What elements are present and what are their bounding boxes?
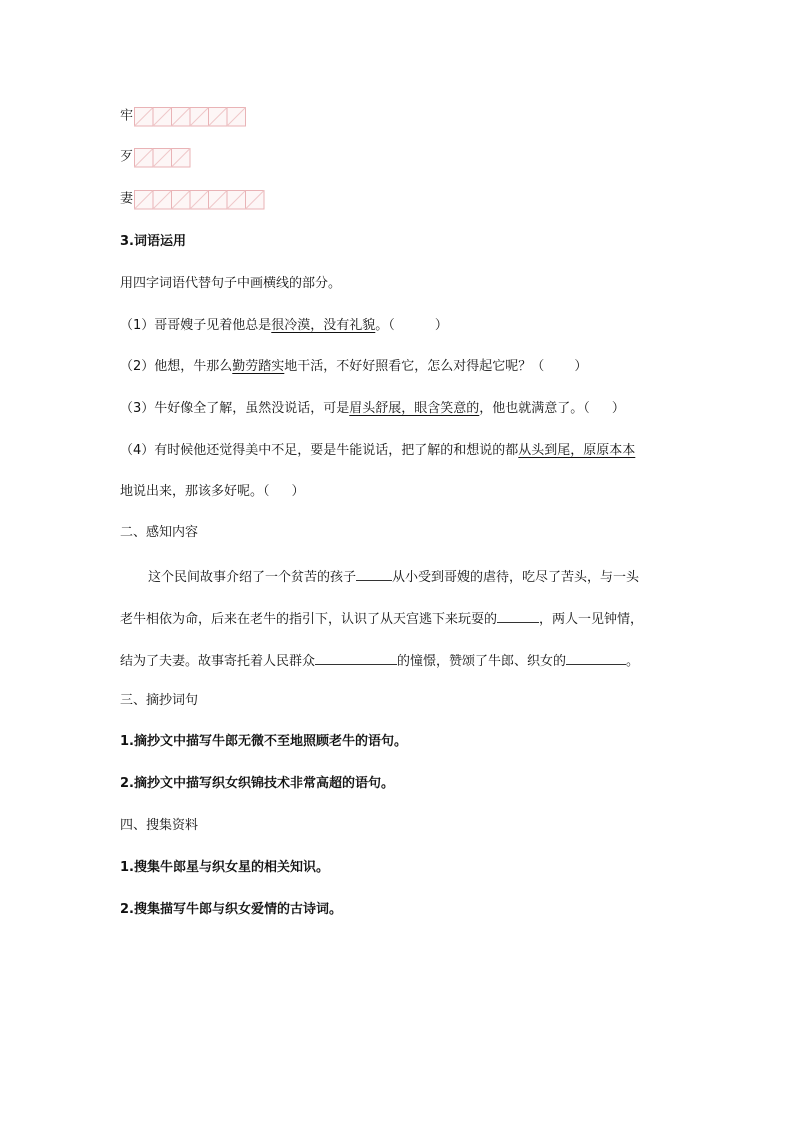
fill-blank[interactable]	[356, 566, 392, 581]
task-item: 1.摘抄文中描写牛郎无微不至地照顾老牛的语句。	[120, 734, 407, 749]
writing-grid[interactable]	[134, 107, 246, 125]
write-row-1	[120, 107, 246, 126]
fill-blank[interactable]	[315, 650, 397, 665]
para-text: 从小受到哥嫂的虐待，吃尽了苦头，与一头	[392, 570, 640, 585]
section-heading: 三、摘抄词句	[120, 693, 199, 708]
section-heading: 四、搜集资料	[120, 818, 199, 833]
para-text: ，两人一见钟情，	[539, 612, 644, 627]
q-text: ）	[434, 318, 448, 333]
underlined-phrase: 眉头舒展，眼含笑意的	[349, 401, 480, 416]
practice-char: 妻	[120, 191, 134, 207]
q-text: （2）他想，牛那么	[120, 359, 233, 374]
para-text: 老牛相依为命，后来在老牛的指引下，认识了从天宫逃下来玩耍的	[120, 612, 498, 627]
paragraph-line-2	[120, 608, 643, 629]
para-text: 这个民间故事介绍了一个贫苦的孩子	[148, 570, 357, 585]
q-text: （4）有时候他还觉得美中不足，要是牛能说话，把了解的和想说的都	[120, 443, 519, 458]
q-text: ，他也就满意了。（	[479, 401, 590, 416]
q-text: （1）哥哥嫂子见着他总是	[120, 318, 272, 333]
task-item: 2.摘抄文中描写织女织锦技术非常高超的语句。	[120, 776, 394, 791]
q-text: ）	[291, 484, 305, 499]
write-row-2	[120, 148, 191, 167]
practice-char: 牢	[120, 108, 134, 124]
underlined-phrase: 很冷漠，没有礼貌	[271, 318, 376, 333]
question-4	[120, 442, 635, 460]
question-2	[120, 358, 587, 376]
task-item: 2.搜集描写牛郎与织女爱情的古诗词。	[120, 902, 342, 917]
para-text: 结为了夫妻。故事寄托着人民群众	[120, 654, 316, 669]
paragraph-line-1	[148, 566, 639, 587]
practice-char: 歹	[120, 149, 134, 165]
para-text: 的憧憬，赞颂了牛郎、织女的	[397, 654, 567, 669]
writing-grid[interactable]	[134, 190, 265, 208]
q-text: 地干活，不好好照看它，怎么对得起它呢？（	[284, 359, 545, 374]
underlined-phrase: 从头到尾，原原本本	[518, 443, 636, 458]
fill-blank[interactable]	[497, 608, 539, 623]
question-4-cont	[120, 483, 305, 501]
question-1	[120, 317, 448, 335]
write-row-3	[120, 190, 265, 209]
underlined-phrase: 勤劳踏实	[232, 359, 285, 374]
question-3	[120, 400, 625, 418]
instruction: 用四字词语代替句子中画横线的部分。	[120, 276, 342, 291]
paragraph-line-3	[120, 650, 639, 671]
section-heading: 3.词语运用	[120, 234, 186, 249]
q-text: ）	[574, 359, 588, 374]
q-text: （3）牛好像全了解，虽然没说话，可是	[120, 401, 350, 416]
task-item: 1.搜集牛郎星与织女星的相关知识。	[120, 860, 329, 875]
section-heading: 二、感知内容	[120, 525, 199, 540]
writing-grid[interactable]	[134, 148, 191, 166]
q-text: ）	[611, 401, 625, 416]
para-text: 。	[626, 654, 640, 669]
q-text: 地说出来，那该多好呢。（	[120, 484, 270, 499]
fill-blank[interactable]	[566, 650, 626, 665]
q-text: 。（	[375, 318, 395, 333]
